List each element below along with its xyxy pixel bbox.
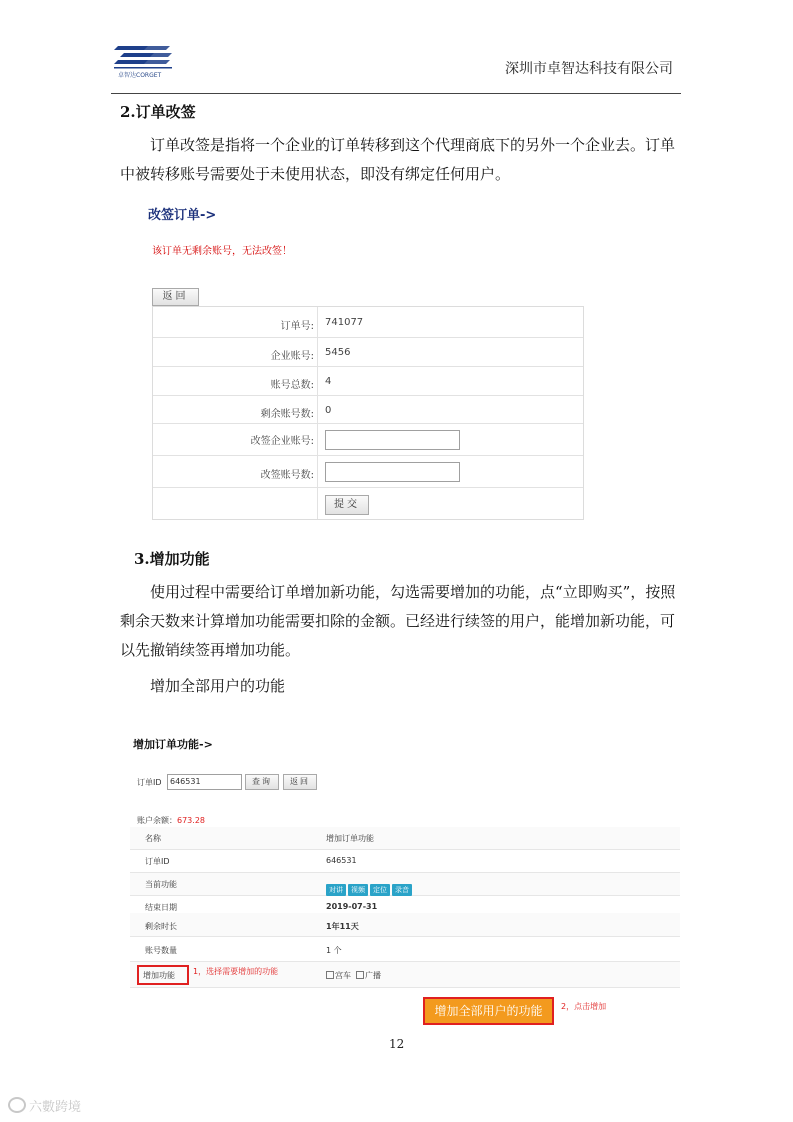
row-value: 2019-07-31 [326, 902, 378, 911]
row-value: 0 [325, 405, 332, 416]
reassign-form-table [152, 306, 584, 520]
annotation-click-add: 2，点击增加 [561, 1002, 607, 1011]
screenshot-title: 改签订单-> [148, 208, 217, 223]
balance-value: 673.28 [177, 816, 205, 825]
section-heading-add-feature: 3.增加功能 [134, 550, 210, 568]
highlight-box [137, 965, 189, 985]
row-value: 4 [325, 376, 332, 387]
page-number: 12 [389, 1037, 405, 1051]
row-label: 改签账号数: [260, 470, 314, 481]
table-row [130, 913, 680, 937]
feature-tag: 视频 [348, 884, 368, 896]
row-label: 账号数量 [145, 946, 177, 955]
row-value: 741077 [325, 317, 364, 328]
balance-line [137, 815, 205, 826]
submit-button[interactable]: 提交 [325, 495, 369, 515]
table-row [130, 873, 680, 896]
row-value: 1 个 [326, 946, 342, 955]
checkbox-icon[interactable] [326, 971, 334, 979]
section-paragraph-add-feature: 使用过程中需要给订单增加新功能，勾选需要增加的功能，点“立即购买”，按照剩余天数来计算增加功能需要扣除的金额。已经进行续签的用户，能增加新功能，可以先撤销续签再增加功能。 [120, 583, 676, 659]
row-label: 企业账号: [270, 351, 314, 362]
header-divider [111, 93, 681, 94]
target-count-input[interactable] [325, 462, 460, 482]
table-row [130, 827, 680, 850]
annotation-select-feature: 1，选择需要增加的功能 [193, 967, 279, 976]
row-label: 当前功能 [145, 880, 177, 889]
row-label: 结束日期 [145, 903, 177, 912]
row-value: 1年11天 [326, 922, 359, 931]
row-label: 订单号: [280, 321, 314, 332]
table-row [153, 456, 583, 488]
table-row [153, 424, 583, 456]
order-id-input[interactable]: 646531 [167, 774, 242, 790]
feature-option[interactable] [356, 970, 381, 981]
table-row [130, 850, 680, 873]
row-value: 5456 [325, 347, 351, 358]
row-value: 增加订单功能 [326, 834, 374, 843]
row-label: 账号总数: [270, 380, 314, 391]
checkbox-icon[interactable] [356, 971, 364, 979]
option-label: 宫车 [335, 971, 351, 980]
feature-option[interactable] [326, 970, 351, 981]
target-enterprise-input[interactable] [325, 430, 460, 450]
feature-tag: 定位 [370, 884, 390, 896]
screenshot-title: 增加订单功能-> [133, 738, 213, 751]
table-row [153, 307, 583, 338]
row-value: 646531 [326, 856, 357, 865]
row-label: 订单ID [145, 857, 170, 866]
add-feature-label: 增加功能 [143, 971, 175, 980]
section-heading-reassign: 2.订单改签 [120, 103, 196, 121]
option-label: 广播 [365, 971, 381, 980]
row-label: 剩余账号数: [260, 409, 314, 420]
feature-tag: 对讲 [326, 884, 346, 896]
row-label: 剩余时长 [145, 922, 177, 931]
subheading-add-all: 增加全部用户的功能 [150, 677, 286, 695]
watermark-icon [8, 1097, 26, 1113]
warning-message: 该订单无剩余账号，无法改签！ [152, 246, 292, 257]
watermark [8, 1096, 81, 1115]
watermark-text: 六數跨境 [29, 1100, 82, 1115]
feature-tag: 录音 [392, 884, 412, 896]
table-row [130, 937, 680, 962]
balance-label: 账户余额： [137, 816, 177, 825]
row-label: 名称 [145, 834, 161, 843]
table-row [153, 396, 583, 424]
add-all-users-feature-button[interactable]: 增加全部用户的功能 [423, 997, 554, 1025]
order-id-label: 订单ID [137, 778, 162, 787]
logo-caption: 卓智达CORGET [118, 72, 162, 79]
back-button[interactable]: 返回 [283, 774, 317, 790]
row-label: 改签企业账号: [250, 436, 314, 447]
company-name: 深圳市卓智达科技有限公司 [505, 61, 673, 77]
section-paragraph-reassign: 订单改签是指将一个企业的订单转移到这个代理商底下的另外一个企业去。订单中被转移账号需要处于未使用状态，即没有绑定任何用户。 [120, 136, 676, 183]
table-row [153, 367, 583, 396]
table-row [153, 338, 583, 367]
feature-tags [326, 877, 414, 896]
back-button[interactable]: 返回 [152, 288, 199, 306]
query-button[interactable]: 查询 [245, 774, 279, 790]
